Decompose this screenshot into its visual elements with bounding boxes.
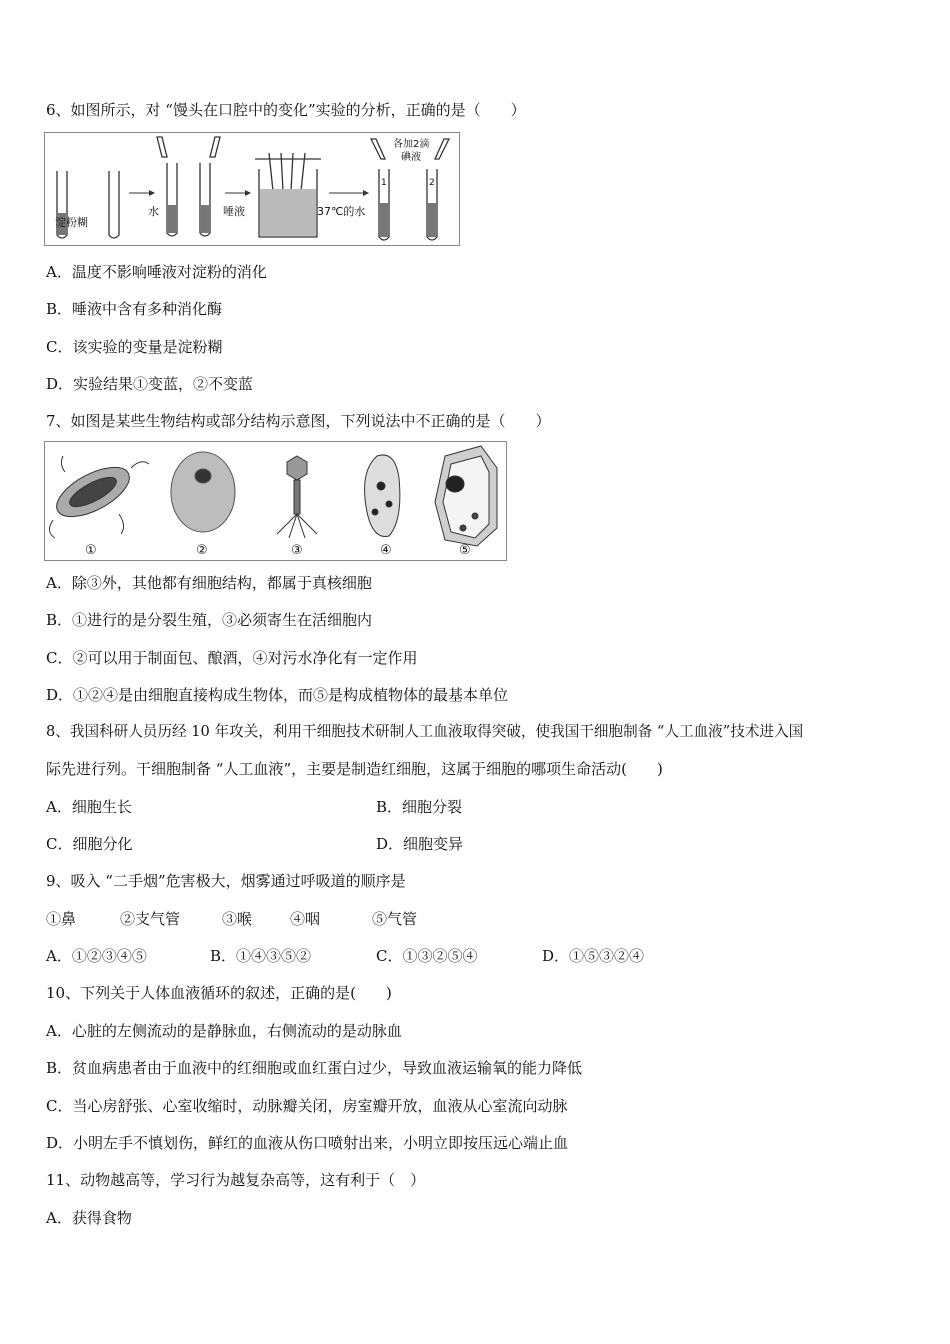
q8-stem-line1: 8、我国科研人员历经 10 年攻关，利用干细胞技术研制人工血液取得突破，使我国干细胞制备 “人工血液”技术进入国 <box>46 723 804 740</box>
q8-option-a[interactable]: A．细胞生长 <box>46 798 132 816</box>
q10-option-c[interactable]: C．当心房舒张、心室收缩时，动脉瓣关闭，房室瓣开放，血液从心室流向动脉 <box>46 1097 568 1115</box>
temperature-label: 37℃的水 <box>317 205 366 218</box>
organism-2-label: ② <box>196 543 208 558</box>
q6-figure <box>44 132 460 246</box>
q8-option-d[interactable]: D．细胞变异 <box>376 835 464 853</box>
q7-option-c[interactable]: C．②可以用于制面包、酿酒，④对污水净化有一定作用 <box>46 649 418 667</box>
organisms-diagram <box>45 442 506 560</box>
q7-option-b[interactable]: B．①进行的是分裂生殖，③必须寄生在活细胞内 <box>46 611 373 629</box>
q10-option-d[interactable]: D．小明左手不慎划伤，鲜红的血液从伤口喷射出来，小明立即按压远心端止血 <box>46 1134 569 1152</box>
digestion-experiment-diagram <box>45 133 459 245</box>
q6-option-c[interactable]: C．该实验的变量是淀粉糊 <box>46 338 223 356</box>
q10-option-b[interactable]: B．贫血病患者由于血液中的红细胞或血红蛋白过少，导致血液运输氧的能力降低 <box>46 1059 583 1077</box>
q10-stem: 10、下列关于人体血液循环的叙述，正确的是( ) <box>46 984 392 1002</box>
q8-stem-line2: 际先进行列。干细胞制备 “人工血液”，主要是制造红细胞，这属于细胞的哪项生命活动( ) <box>46 760 663 778</box>
q9-item-4: ④咽 <box>290 910 321 928</box>
starch-label: 淀粉糊 <box>55 216 88 229</box>
q9-option-a[interactable]: A．①②③④⑤ <box>46 947 147 965</box>
saliva-label: 唾液 <box>223 205 245 218</box>
q6-option-b[interactable]: B．唾液中含有多种消化酶 <box>46 300 223 318</box>
q7-option-a[interactable]: A．除③外，其他都有细胞结构，都属于真核细胞 <box>46 574 372 592</box>
q11-stem: 11、动物越高等，学习行为越复杂高等，这有利于（ ） <box>46 1171 426 1189</box>
q9-item-5: ⑤气管 <box>372 910 418 928</box>
q9-option-c[interactable]: C．①③②⑤④ <box>376 947 478 965</box>
tube-1-label: 1 <box>381 178 387 188</box>
organism-5-label: ⑤ <box>459 543 471 558</box>
organism-3-label: ③ <box>291 543 303 558</box>
tube-2-label: 2 <box>429 178 435 188</box>
q9-option-d[interactable]: D．①⑤③②④ <box>542 947 645 965</box>
q7-stem: 7、如图是某些生物结构或部分结构示意图，下列说法中不正确的是（ ） <box>46 412 551 430</box>
q7-figure <box>44 441 507 561</box>
q6-stem: 6、如图所示，对 “馒头在口腔中的变化”实验的分析，正确的是（ ） <box>46 101 526 119</box>
q9-item-2: ②支气管 <box>120 910 181 928</box>
iodine-label-line2: 碘液 <box>401 152 421 163</box>
organism-1-label: ① <box>85 543 97 558</box>
organism-4-label: ④ <box>380 543 392 558</box>
q9-option-b[interactable]: B．①④③⑤② <box>210 947 312 965</box>
q10-option-a[interactable]: A．心脏的左侧流动的是静脉血，右侧流动的是动脉血 <box>46 1022 402 1040</box>
q9-item-3: ③喉 <box>222 910 253 928</box>
iodine-label-line1: 各加2滴 <box>393 139 430 150</box>
q6-option-a[interactable]: A．温度不影响唾液对淀粉的消化 <box>46 263 267 281</box>
q7-option-d[interactable]: D．①②④是由细胞直接构成生物体，而⑤是构成植物体的最基本单位 <box>46 686 509 704</box>
q8-option-b[interactable]: B．细胞分裂 <box>376 798 463 816</box>
q8-option-c[interactable]: C．细胞分化 <box>46 835 133 853</box>
q11-option-a[interactable]: A．获得食物 <box>46 1209 132 1227</box>
q6-option-d[interactable]: D．实验结果①变蓝，②不变蓝 <box>46 375 254 393</box>
q9-item-1: ①鼻 <box>46 910 77 928</box>
water-label: 水 <box>148 205 159 218</box>
q9-stem: 9、吸入 “二手烟”危害极大，烟雾通过呼吸道的顺序是 <box>46 872 406 890</box>
